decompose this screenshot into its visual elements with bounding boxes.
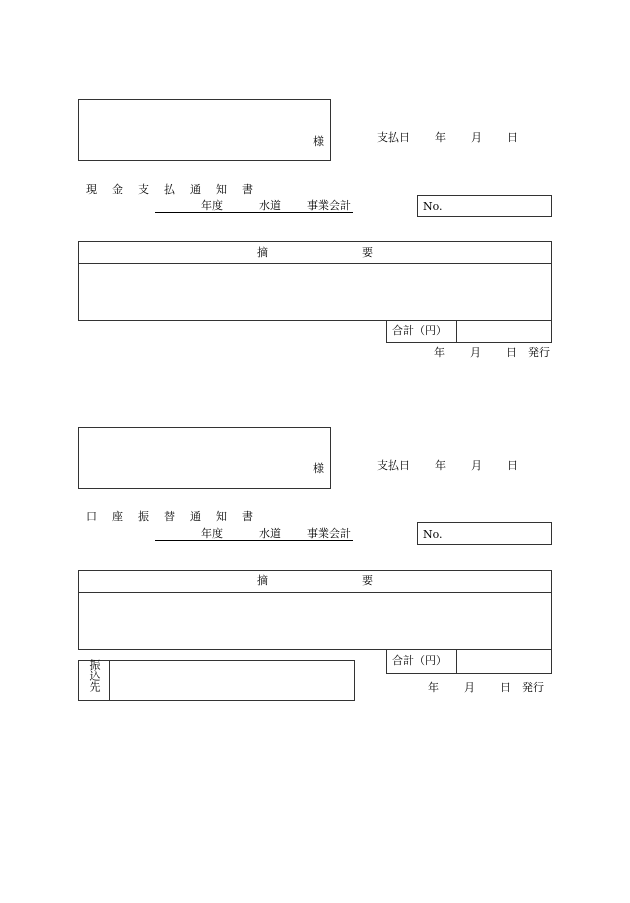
summary-box <box>78 241 552 321</box>
document-title: 現金支払通知書 <box>86 183 268 196</box>
accounting-label: 事業会計 <box>307 527 351 540</box>
issued-label: 発行 <box>522 681 544 694</box>
total-label: 合計（円） <box>392 324 447 337</box>
issue-day: 日 <box>500 681 511 694</box>
issue-year: 年 <box>434 346 445 359</box>
pay-date-month: 月 <box>471 459 482 472</box>
payee-label: 振込先 <box>88 659 101 692</box>
summary-header-1: 摘 <box>257 246 268 259</box>
summary-header-divider <box>78 263 552 264</box>
sama-label: 様 <box>313 135 324 148</box>
recipient-name-box <box>78 99 331 161</box>
total-label: 合計（円） <box>392 654 447 667</box>
payee-divider <box>109 660 110 701</box>
total-divider <box>456 649 457 674</box>
issue-day: 日 <box>506 346 517 359</box>
summary-header-divider <box>78 592 552 593</box>
issue-year: 年 <box>428 681 439 694</box>
summary-header-1: 摘 <box>257 574 268 587</box>
document-title: 口座振替通知書 <box>86 510 268 523</box>
summary-header-2: 要 <box>362 246 373 259</box>
number-label: No. <box>423 200 443 213</box>
pay-date-month: 月 <box>471 131 482 144</box>
recipient-name-box <box>78 427 331 489</box>
summary-box <box>78 570 552 650</box>
accounting-label: 事業会計 <box>307 199 351 212</box>
pay-date-year: 年 <box>435 131 446 144</box>
pay-date-day: 日 <box>507 131 518 144</box>
fiscal-year-label: 年度 <box>201 527 223 540</box>
total-divider <box>456 320 457 343</box>
number-label: No. <box>423 528 443 541</box>
payee-box <box>78 660 355 701</box>
issue-month: 月 <box>470 346 481 359</box>
sama-label: 様 <box>313 462 324 475</box>
fiscal-year-label: 年度 <box>201 199 223 212</box>
water-label: 水道 <box>259 527 281 540</box>
summary-header-2: 要 <box>362 574 373 587</box>
pay-date-day: 日 <box>507 459 518 472</box>
pay-date-year: 年 <box>435 459 446 472</box>
pay-date-label: 支払日 <box>377 131 410 144</box>
water-label: 水道 <box>259 199 281 212</box>
issue-month: 月 <box>464 681 475 694</box>
pay-date-label: 支払日 <box>377 459 410 472</box>
issued-label: 発行 <box>528 346 550 359</box>
